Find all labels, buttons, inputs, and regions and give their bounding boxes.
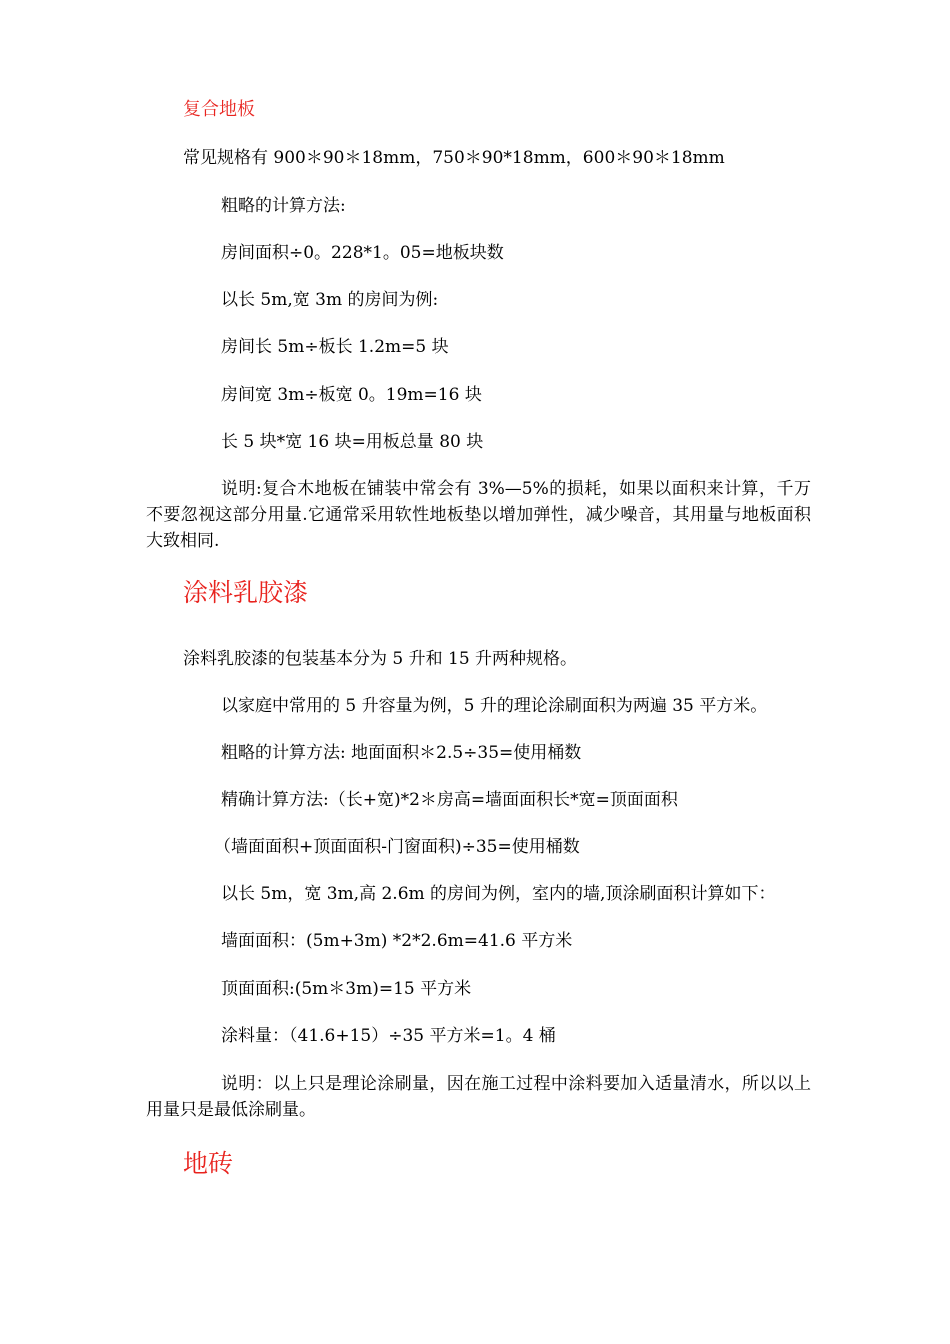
floor-note-paragraph: 说明:复合木地板在铺装中常会有 3%—5%的损耗，如果以面积来计算，千万不要忽视这部分用量.它通常采用软性地板垫以增加弹性，减少噪音，其用量与地板面积大致相同.	[146, 479, 811, 551]
section-title-floor-tiles: 地砖	[183, 1149, 234, 1178]
floor-formula: 房间面积÷0。228*1。05=地板块数	[221, 243, 504, 263]
floor-example-intro: 以长 5m,宽 3m 的房间为例:	[221, 290, 439, 310]
paint-example-room: 以长 5m，宽 3m,高 2.6m 的房间为例，室内的墙,顶涂刷面积计算如下：	[221, 884, 776, 904]
floor-calc-length: 房间长 5m÷板长 1.2m=5 块	[221, 337, 449, 357]
paint-ceiling-area: 顶面面积:(5m＊3m)=15 平方米	[221, 979, 472, 999]
floor-calc-width: 房间宽 3m÷板宽 0。19m=16 块	[221, 385, 482, 405]
paint-amount: 涂料量：（41.6+15）÷35 平方米=1。4 桶	[221, 1026, 556, 1046]
paint-note-paragraph: 说明：以上只是理论涂刷量，因在施工过程中涂料要加入适量清水，所以以上用量只是最低涂刷量。	[146, 1074, 811, 1120]
section-title-composite-floor: 复合地板	[183, 99, 255, 120]
paint-rough-method: 粗略的计算方法: 地面面积＊2.5÷35=使用桶数	[221, 743, 582, 763]
paint-packaging-text: 涂料乳胶漆的包装基本分为 5 升和 15 升两种规格。	[183, 649, 578, 669]
section-title-latex-paint: 涂料乳胶漆	[183, 578, 309, 607]
paint-example-capacity: 以家庭中常用的 5 升容量为例，5 升的理论涂刷面积为两遍 35 平方米。	[221, 696, 768, 716]
floor-spec-text: 常见规格有 900＊90＊18mm，750＊90*18mm，600＊90＊18mm	[183, 148, 725, 168]
paint-wall-area: 墙面面积：(5m+3m) *2*2.6m=41.6 平方米	[221, 931, 573, 951]
floor-method-label: 粗略的计算方法:	[221, 196, 346, 216]
paint-precise-formula: （墙面面积+顶面面积-门窗面积)÷35=使用桶数	[214, 837, 580, 857]
paint-precise-method: 精确计算方法:（长+宽)*2＊房高=墙面面积长*宽=顶面面积	[221, 790, 678, 810]
floor-calc-total: 长 5 块*宽 16 块=用板总量 80 块	[221, 432, 484, 452]
